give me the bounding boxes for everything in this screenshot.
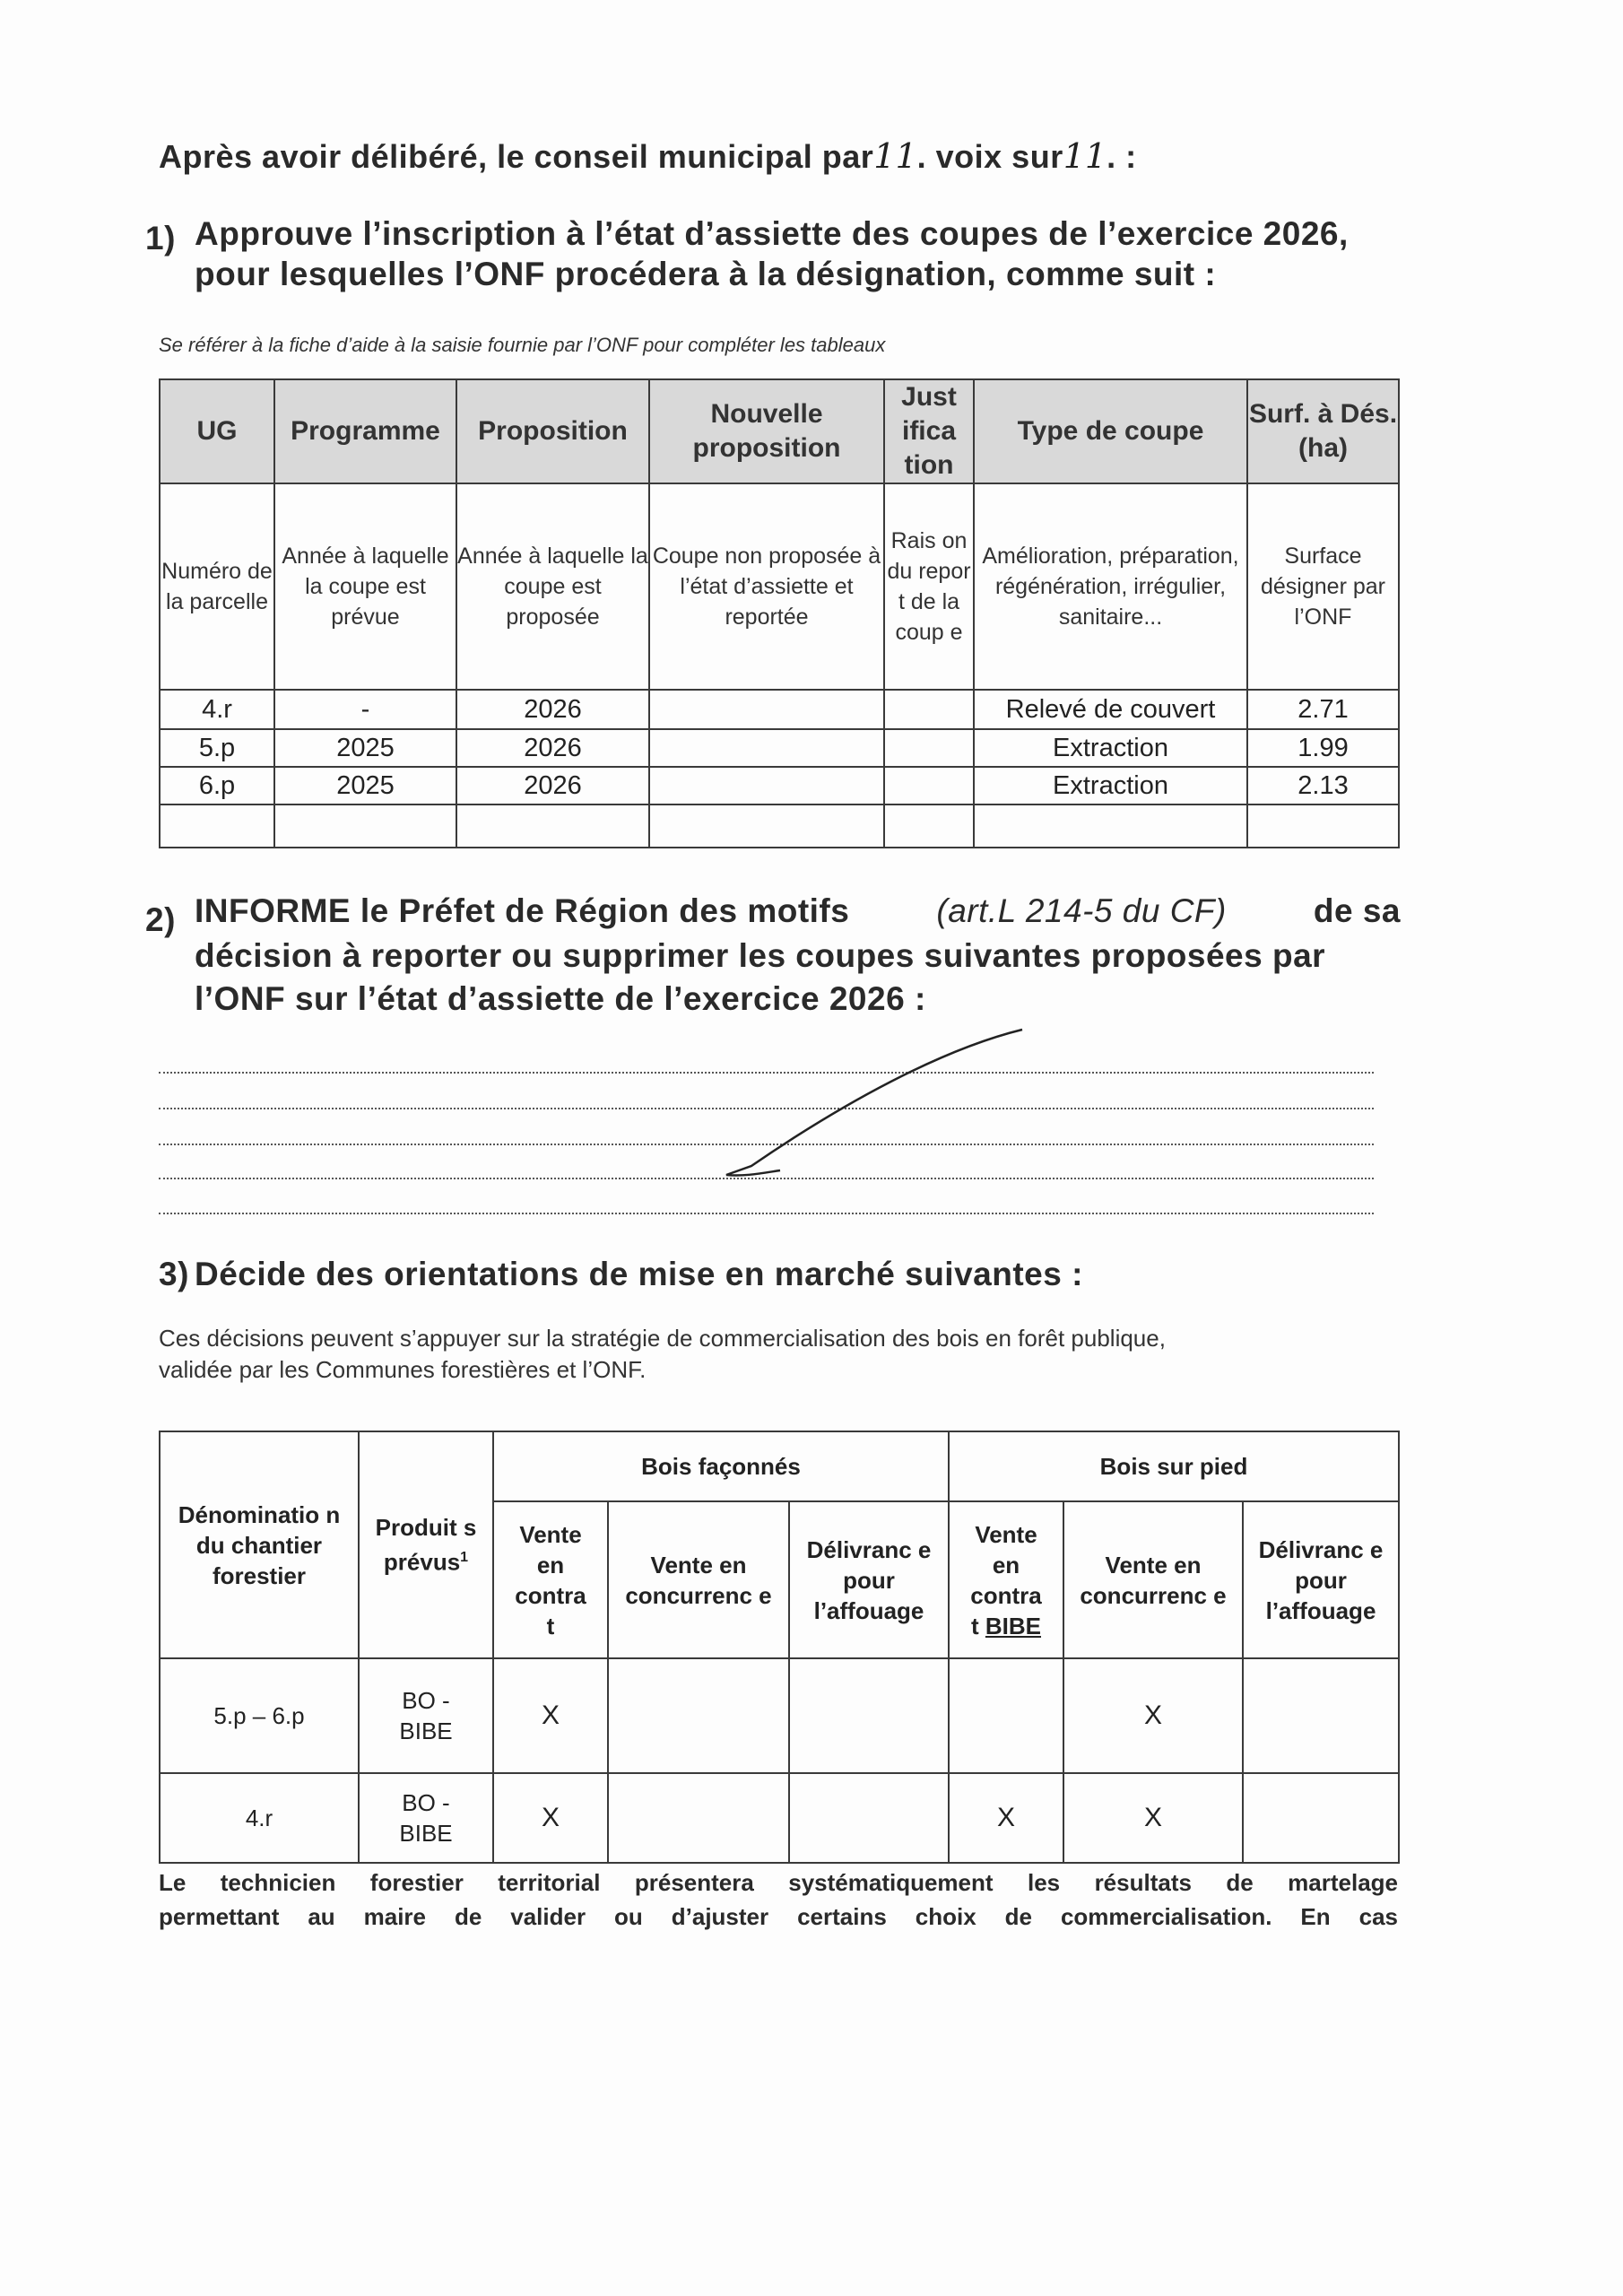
section2-line3: l’ONF sur l’état d’assiette de l’exercice 2026 :: [195, 980, 926, 1017]
section2-number: 2): [145, 901, 176, 938]
desc-nouvelle-proposition: Coupe non proposée à l’état d’assiette et reportée: [649, 483, 884, 690]
subheader-delivrance-sur-pied: Délivranc e pour l’affouage: [1243, 1501, 1399, 1658]
section3-para: [159, 1323, 1166, 1386]
table-row: [160, 1773, 1399, 1863]
section2-line2: décision à reporter ou supprimer les coupes suivantes proposées par: [195, 937, 1326, 974]
cell: 2025: [274, 729, 456, 767]
section2-article-ref: (art.L 214-5 du CF): [936, 892, 1227, 929]
desc-surface: Surface désigner par l’ONF: [1247, 483, 1399, 690]
section3-number: 3): [159, 1256, 189, 1292]
cell-mark: X: [949, 1773, 1063, 1863]
subheader-vente-contrat-sur-pied: [949, 1501, 1063, 1658]
table-row: [160, 1658, 1399, 1773]
cell: [456, 804, 649, 848]
cell: [1247, 804, 1399, 848]
section3-para-line2: validée par les Communes forestières et l’ONF.: [159, 1356, 647, 1383]
desc-ug: Numéro de la parcelle: [160, 483, 274, 690]
cell: Extraction: [974, 767, 1247, 804]
section2-line1-c: de sa: [1313, 892, 1401, 929]
section1-number: 1): [145, 220, 176, 257]
table-row: [160, 804, 1399, 848]
header-justification: Just ifica tion: [884, 379, 974, 483]
section3-para-line1: Ces décisions peuvent s’appuyer sur la stratégie de commercialisation des bois en forêt publique,: [159, 1325, 1166, 1352]
section2-line1-a: INFORME le Préfet de Région des motifs: [195, 892, 850, 929]
strike-through-line: [708, 1022, 1031, 1184]
header-chantier: Dénominatio n du chantier forestier: [160, 1431, 359, 1658]
subheader-vente-contrat-sur-pied-label: Vente en contra t: [970, 1520, 1042, 1639]
final-paragraph: [159, 1866, 1398, 1934]
subheader-vente-concurrence-sur-pied: Vente en concurrenc e: [1063, 1501, 1243, 1658]
cell: 5.p: [160, 729, 274, 767]
table-row: [160, 767, 1399, 804]
cell-mark: [949, 1658, 1063, 1773]
table-row: [160, 729, 1399, 767]
cell-chantier: 5.p – 6.p: [160, 1658, 359, 1773]
cell: Extraction: [974, 729, 1247, 767]
cell: [649, 729, 884, 767]
cell: 2026: [456, 690, 649, 729]
cell-mark: [789, 1658, 949, 1773]
intro-prefix: Après avoir délibéré, le conseil municipal par: [159, 138, 874, 175]
subheader-bibe: BIBE: [985, 1612, 1042, 1639]
cell: Relevé de couvert: [974, 690, 1247, 729]
desc-justification: Rais on du repor t de la coup e: [884, 483, 974, 690]
dotted-line: [159, 1213, 1374, 1214]
header-proposition: Proposition: [456, 379, 649, 483]
cell-mark: [608, 1658, 789, 1773]
table-row: [160, 690, 1399, 729]
cell: 4.r: [160, 690, 274, 729]
intro-suffix: . :: [1107, 138, 1137, 175]
header-programme: Programme: [274, 379, 456, 483]
cell: 6.p: [160, 767, 274, 804]
header-type-coupe: Type de coupe: [974, 379, 1247, 483]
cell-mark: X: [493, 1658, 608, 1773]
cell: [974, 804, 1247, 848]
header-bois-faconnes: Bois façonnés: [493, 1431, 949, 1501]
header-surface: Surf. à Dés. (ha): [1247, 379, 1399, 483]
cell: [160, 804, 274, 848]
subheader-vente-contrat-faconnes: Vente en contra t: [493, 1501, 608, 1658]
coupes-table: [159, 378, 1400, 848]
section1-line2: pour lesquelles l’ONF procédera à la désignation, comme suit :: [195, 256, 1217, 292]
cell: -: [274, 690, 456, 729]
cell: 1.99: [1247, 729, 1399, 767]
votes-for-handwritten: 11: [873, 136, 917, 176]
final-line1: Le technicien forestier territorial présentera systématiquement les résultats de martelage: [159, 1869, 1398, 1896]
header-nouvelle-proposition: Nouvelle proposition: [649, 379, 884, 483]
cell-chantier: 4.r: [160, 1773, 359, 1863]
cell: [649, 767, 884, 804]
cell-mark: [1243, 1658, 1399, 1773]
cell: [884, 804, 974, 848]
cell-mark: [608, 1773, 789, 1863]
intro-middle: . voix sur: [916, 138, 1063, 175]
cell: 2.71: [1247, 690, 1399, 729]
section3-title: Décide des orientations de mise en marché suivantes :: [195, 1256, 1083, 1292]
cell-mark: X: [1063, 1773, 1243, 1863]
cell: 2025: [274, 767, 456, 804]
section2-line1: [195, 892, 1401, 930]
subheader-delivrance-faconnes: Délivranc e pour l’affouage: [789, 1501, 949, 1658]
cell: [884, 690, 974, 729]
cell: [884, 729, 974, 767]
votes-total-handwritten: 11: [1063, 136, 1107, 176]
cell: [274, 804, 456, 848]
cell-mark: [789, 1773, 949, 1863]
desc-proposition: Année à laquelle la coupe est proposée: [456, 483, 649, 690]
desc-programme: Année à laquelle la coupe est prévue: [274, 483, 456, 690]
cell-mark: [1243, 1773, 1399, 1863]
cell: [649, 690, 884, 729]
cell: 2.13: [1247, 767, 1399, 804]
cell: [884, 767, 974, 804]
cell-mark: X: [1063, 1658, 1243, 1773]
cell-produit: BO - BIBE: [359, 1658, 493, 1773]
cell: [649, 804, 884, 848]
mise-en-marche-table: [159, 1431, 1400, 1864]
header-ug: UG: [160, 379, 274, 483]
desc-type-coupe: Amélioration, préparation, régénération, irrégulier, sanitaire...: [974, 483, 1247, 690]
header-produits: [359, 1431, 493, 1658]
header-bois-sur-pied: Bois sur pied: [949, 1431, 1399, 1501]
cell-produit: BO - BIBE: [359, 1773, 493, 1863]
intro-line: [159, 136, 1137, 176]
subheader-vente-concurrence-faconnes: Vente en concurrenc e: [608, 1501, 789, 1658]
section1-line1: Approuve l’inscription à l’état d’assiette des coupes de l’exercice 2026,: [195, 215, 1349, 252]
cell: 2026: [456, 767, 649, 804]
cell-mark: X: [493, 1773, 608, 1863]
header-produits-label: Produit s prévus: [375, 1514, 477, 1576]
section1-note: Se référer à la fiche d’aide à la saisie fournie par l’ONF pour compléter les tableaux: [159, 334, 886, 356]
footnote-marker: 1: [460, 1550, 469, 1566]
cell: 2026: [456, 729, 649, 767]
final-line2: permettant au maire de valider ou d’ajuster certains choix de commercialisation. En cas: [159, 1903, 1398, 1930]
